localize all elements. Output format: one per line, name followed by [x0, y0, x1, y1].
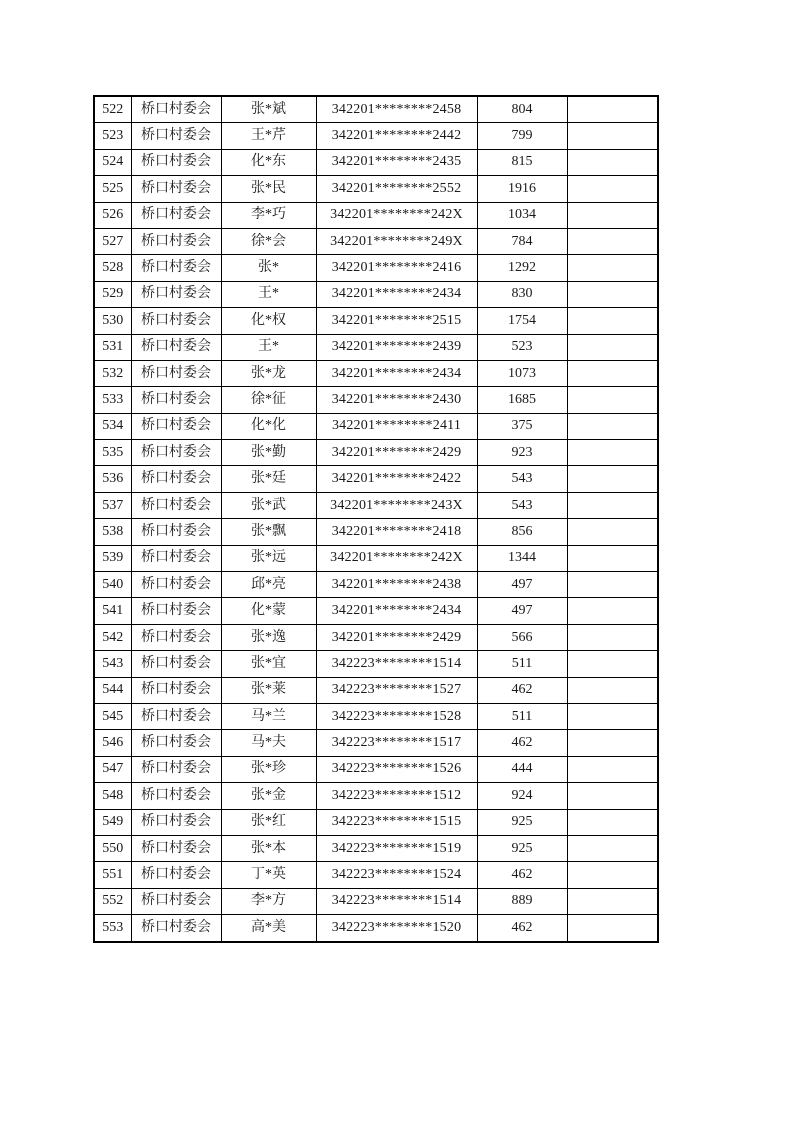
cell-blank — [567, 572, 658, 598]
table-row — [94, 888, 658, 914]
cell-committee: 桥口村委会 — [131, 703, 221, 729]
cell-row-number: 551 — [94, 862, 131, 888]
table-row — [94, 572, 658, 598]
cell-committee: 桥口村委会 — [131, 756, 221, 782]
cell-person-name: 张* — [221, 255, 316, 281]
cell-id-number: 342201********2429 — [316, 440, 477, 466]
cell-id-number: 342201********2458 — [316, 96, 477, 123]
table-row — [94, 334, 658, 360]
cell-row-number: 522 — [94, 96, 131, 123]
cell-amount: 462 — [477, 730, 567, 756]
cell-blank — [567, 677, 658, 703]
table-row — [94, 915, 658, 942]
table-row — [94, 809, 658, 835]
cell-id-number: 342223********1514 — [316, 888, 477, 914]
cell-committee: 桥口村委会 — [131, 545, 221, 571]
cell-amount: 889 — [477, 888, 567, 914]
cell-blank — [567, 703, 658, 729]
cell-person-name: 王* — [221, 281, 316, 307]
cell-row-number: 531 — [94, 334, 131, 360]
cell-person-name: 马*夫 — [221, 730, 316, 756]
cell-amount: 923 — [477, 440, 567, 466]
cell-row-number: 548 — [94, 783, 131, 809]
cell-blank — [567, 598, 658, 624]
cell-person-name: 化*权 — [221, 308, 316, 334]
cell-amount: 1916 — [477, 176, 567, 202]
cell-id-number: 342201********2418 — [316, 519, 477, 545]
cell-row-number: 533 — [94, 387, 131, 413]
table-row — [94, 519, 658, 545]
cell-person-name: 张*廷 — [221, 466, 316, 492]
cell-amount: 784 — [477, 228, 567, 254]
cell-id-number: 342201********2430 — [316, 387, 477, 413]
table-row — [94, 255, 658, 281]
beneficiary-table — [93, 95, 659, 943]
cell-id-number: 342223********1514 — [316, 651, 477, 677]
cell-row-number: 524 — [94, 149, 131, 175]
cell-row-number: 547 — [94, 756, 131, 782]
cell-row-number: 530 — [94, 308, 131, 334]
table-row — [94, 756, 658, 782]
cell-row-number: 552 — [94, 888, 131, 914]
cell-person-name: 邱*亮 — [221, 572, 316, 598]
table-row — [94, 413, 658, 439]
cell-committee: 桥口村委会 — [131, 281, 221, 307]
cell-person-name: 张*金 — [221, 783, 316, 809]
table-row — [94, 598, 658, 624]
cell-person-name: 马*兰 — [221, 703, 316, 729]
cell-blank — [567, 915, 658, 942]
cell-amount: 815 — [477, 149, 567, 175]
table-row — [94, 387, 658, 413]
cell-amount: 566 — [477, 624, 567, 650]
cell-person-name: 张*龙 — [221, 360, 316, 386]
cell-blank — [567, 413, 658, 439]
cell-row-number: 525 — [94, 176, 131, 202]
cell-committee: 桥口村委会 — [131, 730, 221, 756]
cell-person-name: 张*本 — [221, 835, 316, 861]
cell-id-number: 342201********243X — [316, 492, 477, 518]
cell-blank — [567, 809, 658, 835]
cell-person-name: 高*美 — [221, 915, 316, 942]
cell-row-number: 534 — [94, 413, 131, 439]
cell-committee: 桥口村委会 — [131, 413, 221, 439]
cell-id-number: 342223********1527 — [316, 677, 477, 703]
cell-person-name: 丁*英 — [221, 862, 316, 888]
cell-id-number: 342201********2422 — [316, 466, 477, 492]
cell-id-number: 342201********2429 — [316, 624, 477, 650]
cell-row-number: 550 — [94, 835, 131, 861]
cell-blank — [567, 492, 658, 518]
cell-row-number: 523 — [94, 123, 131, 149]
cell-blank — [567, 176, 658, 202]
cell-blank — [567, 228, 658, 254]
cell-blank — [567, 466, 658, 492]
cell-person-name: 张*勤 — [221, 440, 316, 466]
cell-amount: 1073 — [477, 360, 567, 386]
cell-amount: 1754 — [477, 308, 567, 334]
cell-blank — [567, 862, 658, 888]
cell-id-number: 342223********1512 — [316, 783, 477, 809]
table-row — [94, 440, 658, 466]
cell-id-number: 342201********2552 — [316, 176, 477, 202]
cell-amount: 523 — [477, 334, 567, 360]
cell-blank — [567, 387, 658, 413]
cell-committee: 桥口村委会 — [131, 783, 221, 809]
cell-id-number: 342201********2434 — [316, 360, 477, 386]
cell-amount: 497 — [477, 572, 567, 598]
cell-committee: 桥口村委会 — [131, 492, 221, 518]
cell-blank — [567, 149, 658, 175]
cell-row-number: 541 — [94, 598, 131, 624]
cell-amount: 799 — [477, 123, 567, 149]
cell-row-number: 528 — [94, 255, 131, 281]
cell-committee: 桥口村委会 — [131, 96, 221, 123]
cell-blank — [567, 756, 658, 782]
table-row — [94, 360, 658, 386]
cell-committee: 桥口村委会 — [131, 228, 221, 254]
cell-id-number: 342201********2438 — [316, 572, 477, 598]
cell-row-number: 542 — [94, 624, 131, 650]
cell-person-name: 王*芹 — [221, 123, 316, 149]
cell-blank — [567, 334, 658, 360]
table-row — [94, 123, 658, 149]
cell-id-number: 342201********2515 — [316, 308, 477, 334]
cell-amount: 830 — [477, 281, 567, 307]
cell-committee: 桥口村委会 — [131, 387, 221, 413]
cell-blank — [567, 96, 658, 123]
cell-committee: 桥口村委会 — [131, 809, 221, 835]
cell-blank — [567, 888, 658, 914]
table-row — [94, 176, 658, 202]
cell-id-number: 342201********2435 — [316, 149, 477, 175]
cell-id-number: 342223********1526 — [316, 756, 477, 782]
cell-id-number: 342223********1515 — [316, 809, 477, 835]
table-body — [94, 96, 658, 942]
cell-person-name: 李*方 — [221, 888, 316, 914]
cell-person-name: 徐*会 — [221, 228, 316, 254]
cell-committee: 桥口村委会 — [131, 835, 221, 861]
cell-amount: 497 — [477, 598, 567, 624]
table-row — [94, 651, 658, 677]
cell-committee: 桥口村委会 — [131, 308, 221, 334]
cell-amount: 925 — [477, 809, 567, 835]
cell-id-number: 342201********2411 — [316, 413, 477, 439]
cell-person-name: 张*红 — [221, 809, 316, 835]
cell-committee: 桥口村委会 — [131, 862, 221, 888]
cell-committee: 桥口村委会 — [131, 519, 221, 545]
table-row — [94, 308, 658, 334]
cell-id-number: 342201********242X — [316, 202, 477, 228]
cell-row-number: 529 — [94, 281, 131, 307]
cell-blank — [567, 202, 658, 228]
cell-blank — [567, 281, 658, 307]
cell-person-name: 张*宜 — [221, 651, 316, 677]
cell-row-number: 544 — [94, 677, 131, 703]
cell-committee: 桥口村委会 — [131, 915, 221, 942]
table-row — [94, 835, 658, 861]
cell-amount: 856 — [477, 519, 567, 545]
cell-committee: 桥口村委会 — [131, 255, 221, 281]
cell-blank — [567, 624, 658, 650]
cell-committee: 桥口村委会 — [131, 572, 221, 598]
cell-blank — [567, 545, 658, 571]
table-row — [94, 492, 658, 518]
cell-blank — [567, 835, 658, 861]
cell-row-number: 545 — [94, 703, 131, 729]
cell-row-number: 538 — [94, 519, 131, 545]
cell-amount: 924 — [477, 783, 567, 809]
cell-person-name: 化*化 — [221, 413, 316, 439]
cell-id-number: 342201********2442 — [316, 123, 477, 149]
cell-person-name: 李*巧 — [221, 202, 316, 228]
cell-row-number: 553 — [94, 915, 131, 942]
cell-row-number: 540 — [94, 572, 131, 598]
cell-row-number: 536 — [94, 466, 131, 492]
cell-id-number: 342223********1517 — [316, 730, 477, 756]
table-row — [94, 862, 658, 888]
table-row — [94, 730, 658, 756]
cell-blank — [567, 360, 658, 386]
cell-amount: 511 — [477, 651, 567, 677]
table-row — [94, 677, 658, 703]
cell-row-number: 537 — [94, 492, 131, 518]
cell-amount: 1034 — [477, 202, 567, 228]
cell-row-number: 549 — [94, 809, 131, 835]
cell-person-name: 王* — [221, 334, 316, 360]
cell-amount: 511 — [477, 703, 567, 729]
cell-person-name: 张*远 — [221, 545, 316, 571]
table-row — [94, 149, 658, 175]
cell-blank — [567, 651, 658, 677]
cell-row-number: 532 — [94, 360, 131, 386]
cell-blank — [567, 123, 658, 149]
cell-amount: 543 — [477, 466, 567, 492]
cell-amount: 462 — [477, 677, 567, 703]
cell-id-number: 342223********1520 — [316, 915, 477, 942]
cell-person-name: 化*东 — [221, 149, 316, 175]
cell-id-number: 342201********2416 — [316, 255, 477, 281]
table-row — [94, 624, 658, 650]
cell-blank — [567, 440, 658, 466]
cell-amount: 1685 — [477, 387, 567, 413]
cell-committee: 桥口村委会 — [131, 888, 221, 914]
cell-committee: 桥口村委会 — [131, 360, 221, 386]
cell-id-number: 342201********2439 — [316, 334, 477, 360]
cell-person-name: 化*蒙 — [221, 598, 316, 624]
table-row — [94, 783, 658, 809]
cell-person-name: 张*民 — [221, 176, 316, 202]
cell-amount: 1344 — [477, 545, 567, 571]
cell-committee: 桥口村委会 — [131, 466, 221, 492]
cell-amount: 462 — [477, 862, 567, 888]
cell-id-number: 342223********1528 — [316, 703, 477, 729]
table-row — [94, 545, 658, 571]
cell-amount: 804 — [477, 96, 567, 123]
cell-committee: 桥口村委会 — [131, 149, 221, 175]
cell-person-name: 张*逸 — [221, 624, 316, 650]
table-row — [94, 96, 658, 123]
cell-id-number: 342201********2434 — [316, 281, 477, 307]
cell-row-number: 539 — [94, 545, 131, 571]
cell-row-number: 526 — [94, 202, 131, 228]
cell-row-number: 546 — [94, 730, 131, 756]
table-row — [94, 703, 658, 729]
cell-committee: 桥口村委会 — [131, 202, 221, 228]
cell-person-name: 张*斌 — [221, 96, 316, 123]
cell-person-name: 张*飘 — [221, 519, 316, 545]
cell-blank — [567, 519, 658, 545]
cell-blank — [567, 308, 658, 334]
cell-id-number: 342223********1524 — [316, 862, 477, 888]
table-row — [94, 202, 658, 228]
cell-amount: 375 — [477, 413, 567, 439]
cell-amount: 444 — [477, 756, 567, 782]
cell-row-number: 527 — [94, 228, 131, 254]
cell-committee: 桥口村委会 — [131, 624, 221, 650]
cell-id-number: 342201********249X — [316, 228, 477, 254]
cell-committee: 桥口村委会 — [131, 440, 221, 466]
cell-amount: 543 — [477, 492, 567, 518]
cell-id-number: 342201********2434 — [316, 598, 477, 624]
cell-committee: 桥口村委会 — [131, 176, 221, 202]
cell-person-name: 张*莱 — [221, 677, 316, 703]
cell-amount: 462 — [477, 915, 567, 942]
cell-person-name: 张*珍 — [221, 756, 316, 782]
cell-amount: 1292 — [477, 255, 567, 281]
cell-person-name: 张*武 — [221, 492, 316, 518]
table-row — [94, 466, 658, 492]
cell-amount: 925 — [477, 835, 567, 861]
cell-person-name: 徐*征 — [221, 387, 316, 413]
cell-id-number: 342223********1519 — [316, 835, 477, 861]
cell-committee: 桥口村委会 — [131, 677, 221, 703]
cell-committee: 桥口村委会 — [131, 651, 221, 677]
cell-committee: 桥口村委会 — [131, 123, 221, 149]
cell-blank — [567, 730, 658, 756]
table-row — [94, 228, 658, 254]
cell-row-number: 543 — [94, 651, 131, 677]
cell-id-number: 342201********242X — [316, 545, 477, 571]
cell-committee: 桥口村委会 — [131, 598, 221, 624]
cell-row-number: 535 — [94, 440, 131, 466]
table-row — [94, 281, 658, 307]
cell-blank — [567, 783, 658, 809]
cell-committee: 桥口村委会 — [131, 334, 221, 360]
cell-blank — [567, 255, 658, 281]
